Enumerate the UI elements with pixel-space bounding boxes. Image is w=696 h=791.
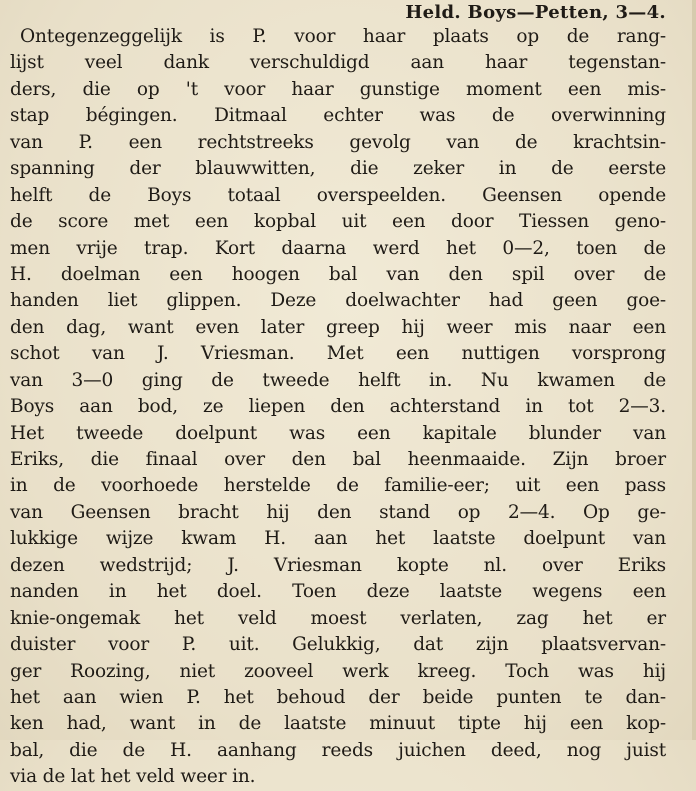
body-line: Boys aan bod, ze liepen den achterstand in tot 2—3. [10, 396, 666, 418]
body-line: duister voor P. uit. Gelukkig, dat zijn plaatsvervan- [10, 634, 666, 656]
article-body [10, 24, 666, 791]
body-line: knie-ongemak het veld moest verlaten, zag het er [10, 607, 666, 629]
body-line: het aan wien P. het behoud der beide punten te dan- [10, 686, 666, 708]
body-line: bal, die de H. aanhang reeds juichen deed, nog juist [10, 739, 666, 761]
body-line: ders, die op 't voor haar gunstige moment een mis- [10, 78, 666, 100]
body-line: spanning der blauwwitten, die zeker in de eerste [10, 158, 666, 180]
body-line: lukkige wijze kwam H. aan het laatste doelpunt van [10, 528, 666, 550]
body-line: dezen wedstrijd; J. Vriesman kopte nl. over Eriks [10, 554, 666, 576]
body-line: Eriks, die finaal over den bal heenmaaide. Zijn broer [10, 449, 666, 470]
body-line: van Geensen bracht hij den stand op 2—4. Op ge- [10, 501, 666, 523]
body-line: helft de Boys totaal overspeelden. Geensen opende [10, 184, 666, 206]
body-line: schot van J. Vriesman. Met een nuttigen vorsprong [10, 343, 666, 365]
newspaper-article [10, 2, 666, 791]
body-line: in de voorhoede herstelde de familie-eer; uit een pass [10, 475, 666, 497]
body-line: van 3—0 ging de tweede helft in. Nu kwamen de [10, 369, 666, 391]
body-line: lijst veel dank verschuldigd aan haar tegenstan- [10, 52, 666, 74]
body-line: men vrije trap. Kort daarna werd het 0—2, toen de [10, 237, 666, 259]
body-line: Ontegenzeggelijk is P. voor haar plaats op de rang- [20, 26, 666, 47]
page-edge [692, 0, 696, 740]
body-line: via de lat het veld weer in. [10, 766, 256, 788]
body-line: van P. een rechtstreeks gevolg van de krachtsin- [10, 131, 666, 153]
body-line: nanden in het doel. Toen deze laatste wegens een [10, 581, 666, 603]
body-line: ken had, want in de laatste minuut tipte hij een kop- [10, 713, 666, 735]
body-line: Het tweede doelpunt was een kapitale blunder van [10, 422, 666, 444]
body-line: den dag, want even later greep hij weer mis naar een [10, 316, 666, 338]
body-line: H. doelman een hoogen bal van den spil over de [10, 263, 666, 285]
body-line: de score met een kopbal uit een door Tiessen geno- [10, 211, 666, 233]
body-line: stap bégingen. Ditmaal echter was de overwinning [10, 105, 666, 127]
body-line: ger Roozing, niet zooveel werk kreeg. Toch was hij [10, 660, 666, 682]
article-headline: Held. Boys—Petten, 3—4. [405, 2, 666, 23]
body-line: handen liet glippen. Deze doelwachter had geen goe- [10, 290, 666, 312]
